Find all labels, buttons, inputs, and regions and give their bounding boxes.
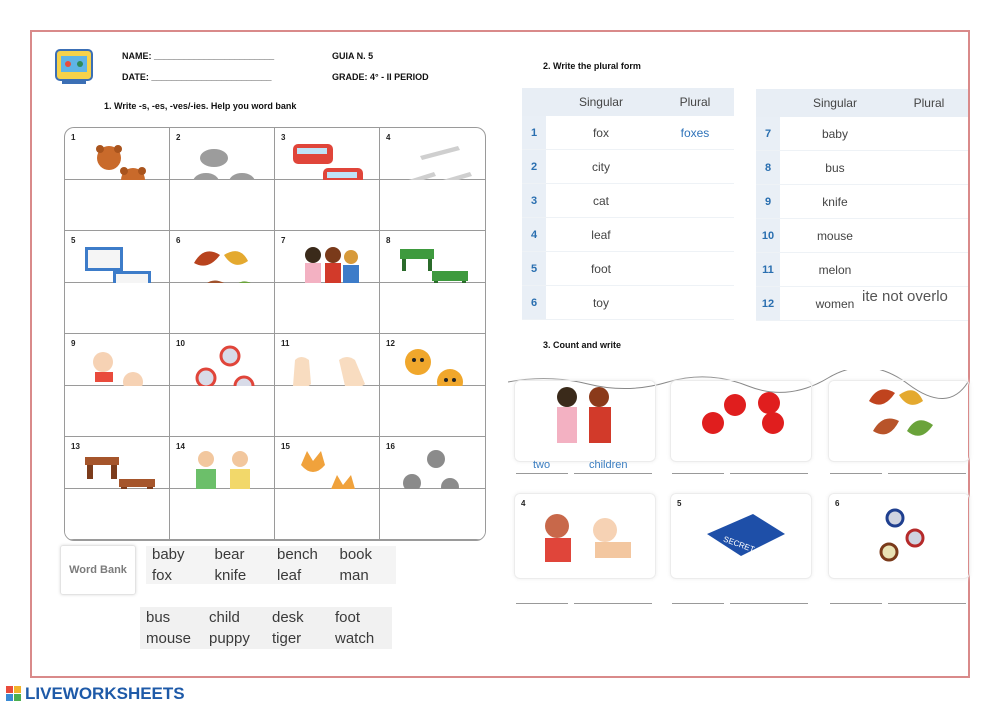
plural-answer-input[interactable] [656, 252, 734, 286]
answer-line[interactable] [516, 473, 568, 474]
cell-number: 7 [281, 236, 286, 245]
picture-cell [170, 231, 275, 283]
picture-cell [380, 437, 485, 489]
card-number: 6 [835, 499, 840, 508]
word-bank-item: fox [152, 567, 173, 584]
plural-answer-input[interactable] [890, 219, 968, 253]
answer-cell[interactable] [170, 489, 275, 541]
overflow-text: ite not overlo [862, 288, 948, 305]
section3-title: 3. Count and write [543, 340, 622, 350]
guide-number: GUIA N. 5 [332, 51, 374, 61]
baby-icon [535, 506, 645, 570]
table-row [522, 184, 734, 218]
picture-cell [170, 437, 275, 489]
singular-word: melon [780, 253, 890, 287]
name-label: NAME: ________________________ [122, 51, 275, 61]
answer-cell[interactable] [65, 283, 170, 335]
picture-cell [65, 128, 170, 180]
brand-name: LIVEWORKSHEETS [25, 684, 185, 703]
singular-word: baby [780, 117, 890, 151]
table-row [756, 151, 968, 185]
word-bank-item: child [209, 609, 240, 626]
singular-word: bus [780, 151, 890, 185]
table-row [756, 219, 968, 253]
word-bank-item: book [339, 546, 373, 563]
plural-answer-input[interactable] [890, 185, 968, 219]
row-number: 10 [756, 219, 780, 253]
answer-cell[interactable] [380, 386, 485, 438]
picture-cell [380, 128, 485, 180]
word-bank-item: leaf [277, 567, 302, 584]
col-number [756, 89, 780, 117]
col-plural: Plural [656, 88, 734, 116]
card-number: 4 [521, 499, 526, 508]
cell-number: 10 [176, 339, 185, 348]
word-bank-item: tiger [272, 630, 302, 647]
plural-table-left [522, 88, 734, 320]
cell-number: 2 [176, 133, 181, 142]
answer-cell[interactable] [170, 386, 275, 438]
answer-line[interactable] [888, 473, 966, 474]
answer-cell[interactable] [275, 386, 380, 438]
row-number: 6 [522, 286, 546, 320]
row-number: 9 [756, 185, 780, 219]
school-logo [52, 44, 96, 88]
row-number: 12 [756, 287, 780, 321]
singular-word: fox [546, 116, 656, 150]
answer-cell[interactable] [65, 489, 170, 541]
answer-cell[interactable] [275, 283, 380, 335]
plural-answer-input[interactable] [890, 151, 968, 185]
table-row [522, 218, 734, 252]
word-bank-item: puppy [209, 630, 250, 647]
plural-answer-input[interactable] [890, 117, 968, 151]
count-card-2 [670, 380, 812, 462]
word-bank-item: desk [272, 609, 304, 626]
cell-number: 11 [281, 339, 290, 348]
plural-answer-input[interactable]: foxes [656, 116, 734, 150]
answer-cell[interactable] [380, 283, 485, 335]
section1-title: 1. Write -s, -es, -ves/-ies. Help you word bank [104, 101, 297, 111]
cell-number: 14 [176, 442, 185, 451]
plural-answer-input[interactable] [656, 184, 734, 218]
answer-line[interactable] [730, 603, 808, 604]
row-number: 3 [522, 184, 546, 218]
cell-number: 3 [281, 133, 286, 142]
count-card-1 [514, 380, 656, 462]
cell-number: 16 [386, 442, 395, 451]
col-singular: Singular [546, 88, 656, 116]
answer-cell[interactable] [170, 180, 275, 232]
row-number: 1 [522, 116, 546, 150]
table-row [522, 150, 734, 184]
word-bank-item: knife [214, 567, 247, 584]
singular-word: city [546, 150, 656, 184]
answer-line[interactable] [516, 603, 568, 604]
col-number [522, 88, 546, 116]
count-answer-number[interactable]: two [533, 459, 551, 471]
plural-answer-input[interactable] [656, 286, 734, 320]
word-bank-item: bear [214, 546, 245, 563]
answer-cell[interactable] [380, 180, 485, 232]
word-bank-item: baby [152, 546, 185, 563]
card-number: 5 [677, 499, 682, 508]
word-bank-item: bus [146, 609, 171, 626]
picture-cell [65, 437, 170, 489]
row-number: 4 [522, 218, 546, 252]
grade-label: GRADE: 4° - II PERIOD [332, 72, 429, 82]
answer-cell[interactable] [65, 180, 170, 232]
date-label: DATE: ________________________ [122, 72, 272, 82]
picture-cell [380, 334, 485, 386]
cell-number: 5 [71, 236, 76, 245]
count-answer-noun[interactable]: children [589, 459, 628, 471]
word-bank-item: mouse [146, 630, 192, 647]
word-bank-item: foot [335, 609, 361, 626]
word-bank-list-1 [146, 546, 396, 584]
plural-answer-input[interactable] [890, 253, 968, 287]
answer-line[interactable] [830, 473, 882, 474]
apple-icon [695, 383, 795, 443]
count-card-3 [828, 380, 970, 462]
singular-word: cat [546, 184, 656, 218]
leaf-icon [859, 381, 949, 441]
cell-number: 1 [71, 133, 76, 142]
picture-cell [380, 231, 485, 283]
answer-cell[interactable] [170, 283, 275, 335]
singular-word: knife [780, 185, 890, 219]
section2-title: 2. Write the plural form [543, 61, 641, 71]
cell-number: 13 [71, 442, 80, 451]
cell-number: 12 [386, 339, 395, 348]
table-row [522, 116, 734, 150]
watch-icon [869, 502, 939, 572]
picture-cell [275, 231, 380, 283]
word-bank-item: watch [335, 630, 375, 647]
count-card-4 [514, 493, 656, 579]
picture-cell [275, 334, 380, 386]
answer-cell[interactable] [275, 180, 380, 232]
picture-grid [64, 127, 486, 541]
singular-word: foot [546, 252, 656, 286]
answer-line[interactable] [830, 603, 882, 604]
table-row [756, 117, 968, 151]
cell-number: 9 [71, 339, 76, 348]
answer-line[interactable] [888, 603, 966, 604]
liveworksheets-brand [6, 684, 185, 704]
plural-table-right [756, 89, 968, 321]
plural-answer-input[interactable] [656, 218, 734, 252]
singular-word: leaf [546, 218, 656, 252]
table-row [522, 286, 734, 320]
word-bank-item: man [339, 567, 369, 584]
answer-cell[interactable] [275, 489, 380, 541]
word-bank-label: Word Bank [60, 545, 136, 595]
cell-number: 6 [176, 236, 181, 245]
singular-word: mouse [780, 219, 890, 253]
answer-line[interactable] [672, 603, 724, 604]
row-number: 5 [522, 252, 546, 286]
cell-number: 4 [386, 133, 391, 142]
singular-word: toy [546, 286, 656, 320]
picture-cell [65, 231, 170, 283]
row-number: 11 [756, 253, 780, 287]
word-bank-list-2 [140, 607, 392, 649]
answer-line[interactable] [574, 603, 652, 604]
answer-line[interactable] [730, 473, 808, 474]
picture-cell [65, 334, 170, 386]
book-cover-text: SECRET [722, 534, 756, 555]
table-row [756, 253, 968, 287]
col-singular: Singular [780, 89, 890, 117]
col-plural: Plural [890, 89, 968, 117]
word-bank-item: bench [277, 546, 318, 563]
liveworksheets-logo-icon [6, 686, 22, 702]
children-icon [545, 381, 635, 451]
row-number: 7 [756, 117, 780, 151]
singular-word: women [780, 287, 890, 321]
answer-line[interactable] [574, 473, 652, 474]
count-card-6 [828, 493, 970, 579]
answer-cell[interactable] [380, 489, 485, 541]
cell-number: 8 [386, 236, 391, 245]
book-icon [701, 508, 791, 568]
picture-cell [275, 437, 380, 489]
row-number: 2 [522, 150, 546, 184]
plural-answer-input[interactable] [656, 150, 734, 184]
cell-number: 15 [281, 442, 290, 451]
answer-line[interactable] [672, 473, 724, 474]
table-row [756, 185, 968, 219]
row-number: 8 [756, 151, 780, 185]
count-card-5 [670, 493, 812, 579]
picture-cell [275, 128, 380, 180]
answer-cell[interactable] [65, 386, 170, 438]
picture-cell [170, 128, 275, 180]
table-row [522, 252, 734, 286]
picture-cell [170, 334, 275, 386]
